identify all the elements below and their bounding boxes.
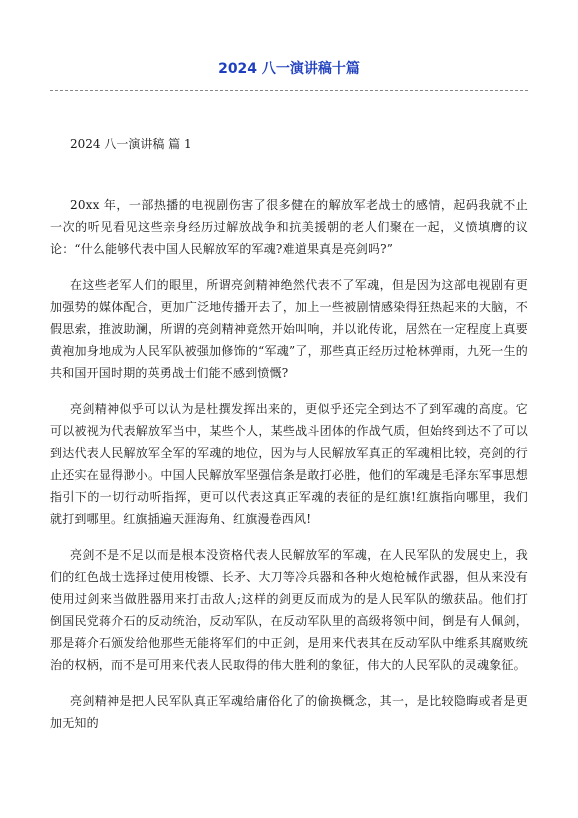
document-title: 2024 八一演讲稿十篇 xyxy=(218,61,360,77)
section-heading: 2024 八一演讲稿 篇 1 xyxy=(70,137,192,151)
paragraph: 在这些老军人们的眼里，所谓亮剑精神绝然代表不了军魂，但是因为这部电视剧有更加强势的媒体配合，更加广泛地传播开去了，加上一些被剧情感染得狂热起来的大脑，不假思索，推波助澜，所谓的亮剑精神竟然开始叫响，并以讹传讹，居然在一定程度上真要黄袍加身地成为人民军队被强加修饰的“军魂”了，那些真正经历过枪林弹雨，九死一生的共和国开国时期的英勇战士们能不感到愤慨? xyxy=(50,278,528,380)
paragraph: 20xx 年，一部热播的电视剧伤害了很多健在的解放军老战士的感情，起码我就不止一次的听见看见这些亲身经历过解放战争和抗美援朝的老人们聚在一起，义愤填膺的议论：“什么能够代表中国人民解放军的军魂?难道果真是亮剑吗?” xyxy=(50,198,528,256)
paragraph: 亮剑精神是把人民军队真正军魂给庸俗化了的偷换概念，其一，是比较隐晦或者是更加无知的 xyxy=(50,694,528,730)
paragraph: 亮剑不是不足以而是根本没资格代表人民解放军的军魂，在人民军队的发展史上，我们的红色战士选择过使用梭镖、长矛、大刀等冷兵器和各种火炮枪械作武器，但从来没有使用过剑来当做胜器用来打击敌人;这样的剑更反而成为的是人民军队的缴获品。他们打倒国民党蒋介石的反动统治，反动军队，在反动军队里的高级将领中间，倒是有人佩剑，那是蒋介石颁发给他那些无能将军们的中正剑，是用来代表其在反动军队中维系其腐败统治的权柄，而不是可用来代表人民取得的伟大胜利的象征，伟大的人民军队的灵魂象征。 xyxy=(50,548,528,672)
body-text xyxy=(50,194,528,748)
title-divider xyxy=(50,90,528,91)
paragraph: 亮剑精神似乎可以认为是杜撰发挥出来的，更似乎还完全到达不了到军魂的高度。它可以被视为代表解放军当中，某些个人，某些战斗团体的作战气质，但始终到达不了可以到达代表人民解放军全军的军魂的地位，因为与人民解放军真正的军魂相比较，亮剑的行止还实在显得渺小。中国人民解放军坚强信条是敢打必胜，他们的军魂是毛泽东军事思想指引下的一切行动听指挥，更可以代表这真正军魂的表征的是红旗!红旗指向哪里，我们就打到哪里。红旗插遍天涯海角、红旗漫卷西风! xyxy=(50,402,528,526)
